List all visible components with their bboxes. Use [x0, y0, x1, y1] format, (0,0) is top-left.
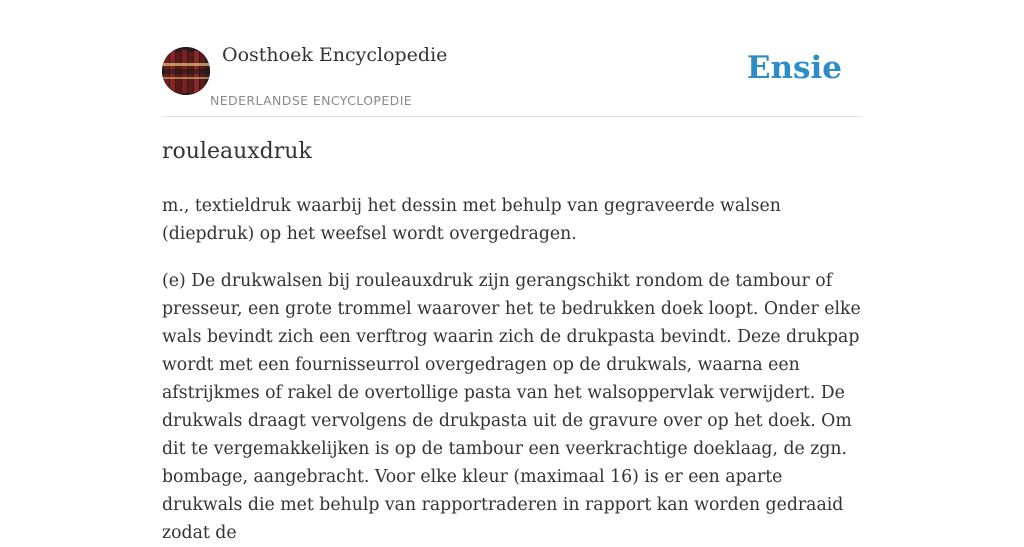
site-subtitle: NEDERLANDSE ENCYCLOPEDIE [210, 93, 413, 108]
entry-title: rouleauxdruk [162, 139, 312, 164]
site-title[interactable]: Oosthoek Encyclopedie [222, 44, 448, 66]
ensie-logo-link[interactable]: Ensie [746, 50, 842, 86]
page-container [162, 0, 862, 543]
entry-definition-paragraph: m., textieldruk waarbij het dessin met behulp van gegraveerde walsen (diepdruk) op het weefsel wordt overgedragen. [162, 196, 781, 244]
encyclopedia-books-icon[interactable] [162, 47, 210, 95]
entry-explanation-paragraph: (e) De drukwalsen bij rouleauxdruk zijn gerangschikt rondom de tambour of presseur, een grote trommel waarover het te bedrukken doek loopt. Onder elke wals bevindt zich een verftrog waarin zich de drukpasta bevindt. Deze drukpap wordt met een fournisseurrol overgedragen op de drukwals, waarna een afstrijkmes of rakel de overtollige pasta van het walsoppervlak verwijdert. De drukwals draagt vervolgens de drukpasta uit de gravure over op het doek. Om dit te vergemakkelijken is op de tambour een veerkrachtige doeklaag, de zgn. bombage, aangebracht. Voor elke kleur (maximaal 16) is er een aparte drukwals die met behulp van rapportraderen in rapport kan worden gedraaid zodat de [162, 271, 861, 543]
site-header [162, 0, 862, 117]
